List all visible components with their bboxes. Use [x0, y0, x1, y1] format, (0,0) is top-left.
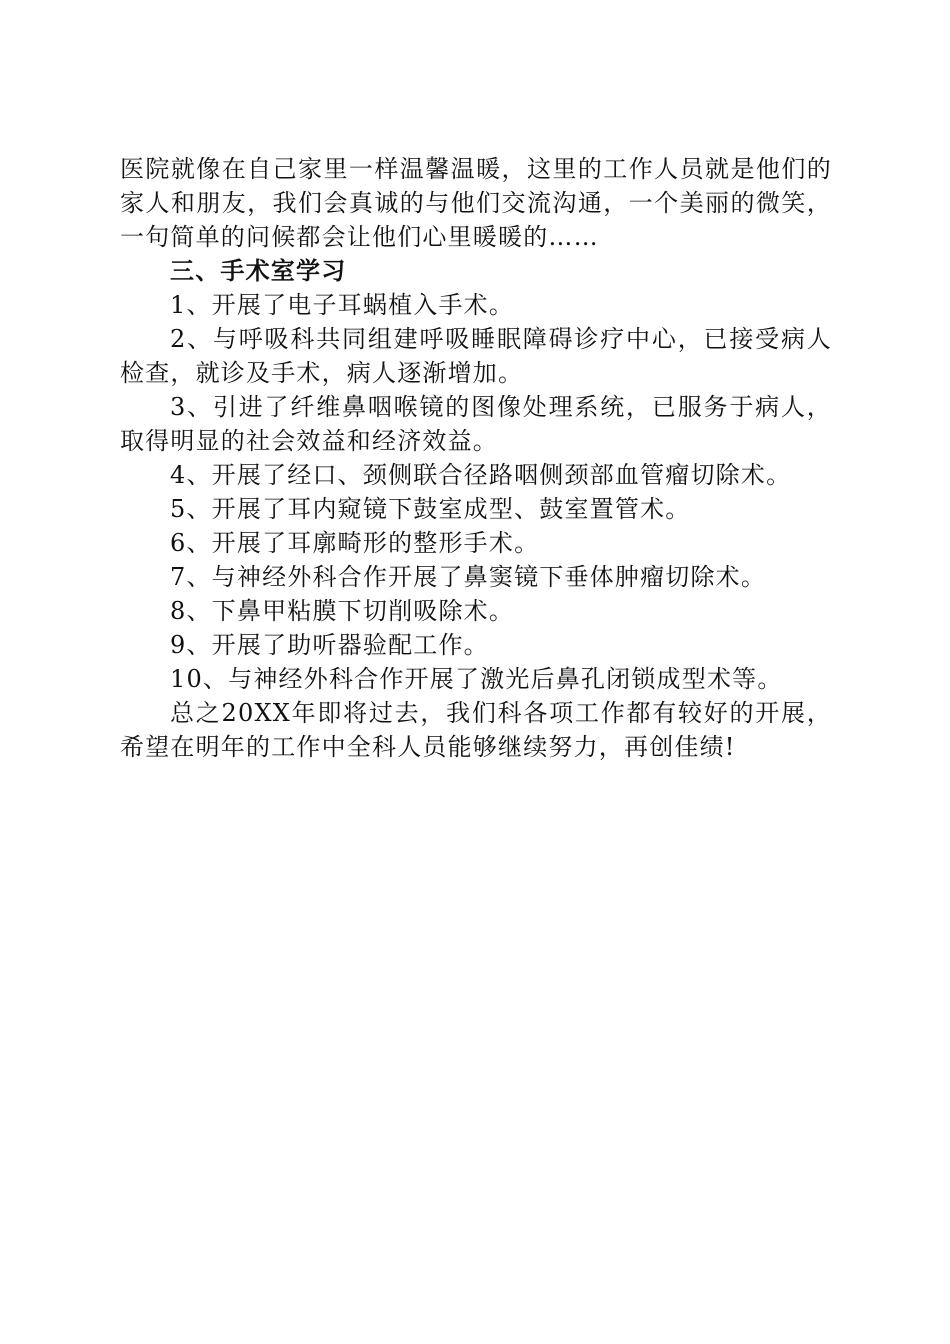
- list-item: 7、与神经外科合作开展了鼻窦镜下垂体肿瘤切除术。: [170, 563, 767, 591]
- section-heading: 三、手术室学习: [170, 257, 347, 285]
- list-item: 6、开展了耳廓畸形的整形手术。: [170, 529, 540, 557]
- list-item: 10、与神经外科合作开展了激光后鼻孔闭锁成型术等。: [170, 665, 783, 693]
- list-item: 2、与呼吸科共同组建呼吸睡眠障碍诊疗中心，已接受病人检查，就诊及手术，病人逐渐增加。: [120, 325, 832, 387]
- list-item: 3、引进了纤维鼻咽喉镜的图像处理系统，已服务于病人，取得明显的社会效益和经济效益。: [120, 393, 832, 455]
- list-item: 1、开展了电子耳蜗植入手术。: [170, 291, 515, 319]
- opening-paragraph: 医院就像在自己家里一样温馨温暖，这里的工作人员就是他们的家人和朋友，我们会真诚的与他们交流沟通，一个美丽的微笑，一句简单的问候都会让他们心里暖暖的……: [120, 155, 832, 251]
- closing-paragraph: 总之20XX年即将过去，我们科各项工作都有较好的开展，希望在明年的工作中全科人员能够继续努力，再创佳绩!: [120, 699, 832, 761]
- list-item: 4、开展了经口、颈侧联合径路咽侧颈部血管瘤切除术。: [170, 461, 792, 489]
- list-item: 9、开展了助听器验配工作。: [170, 631, 489, 659]
- document-body: [120, 152, 832, 764]
- list-item: 5、开展了耳内窥镜下鼓室成型、鼓室置管术。: [170, 495, 691, 523]
- list-item: 8、下鼻甲粘膜下切削吸除术。: [170, 597, 515, 625]
